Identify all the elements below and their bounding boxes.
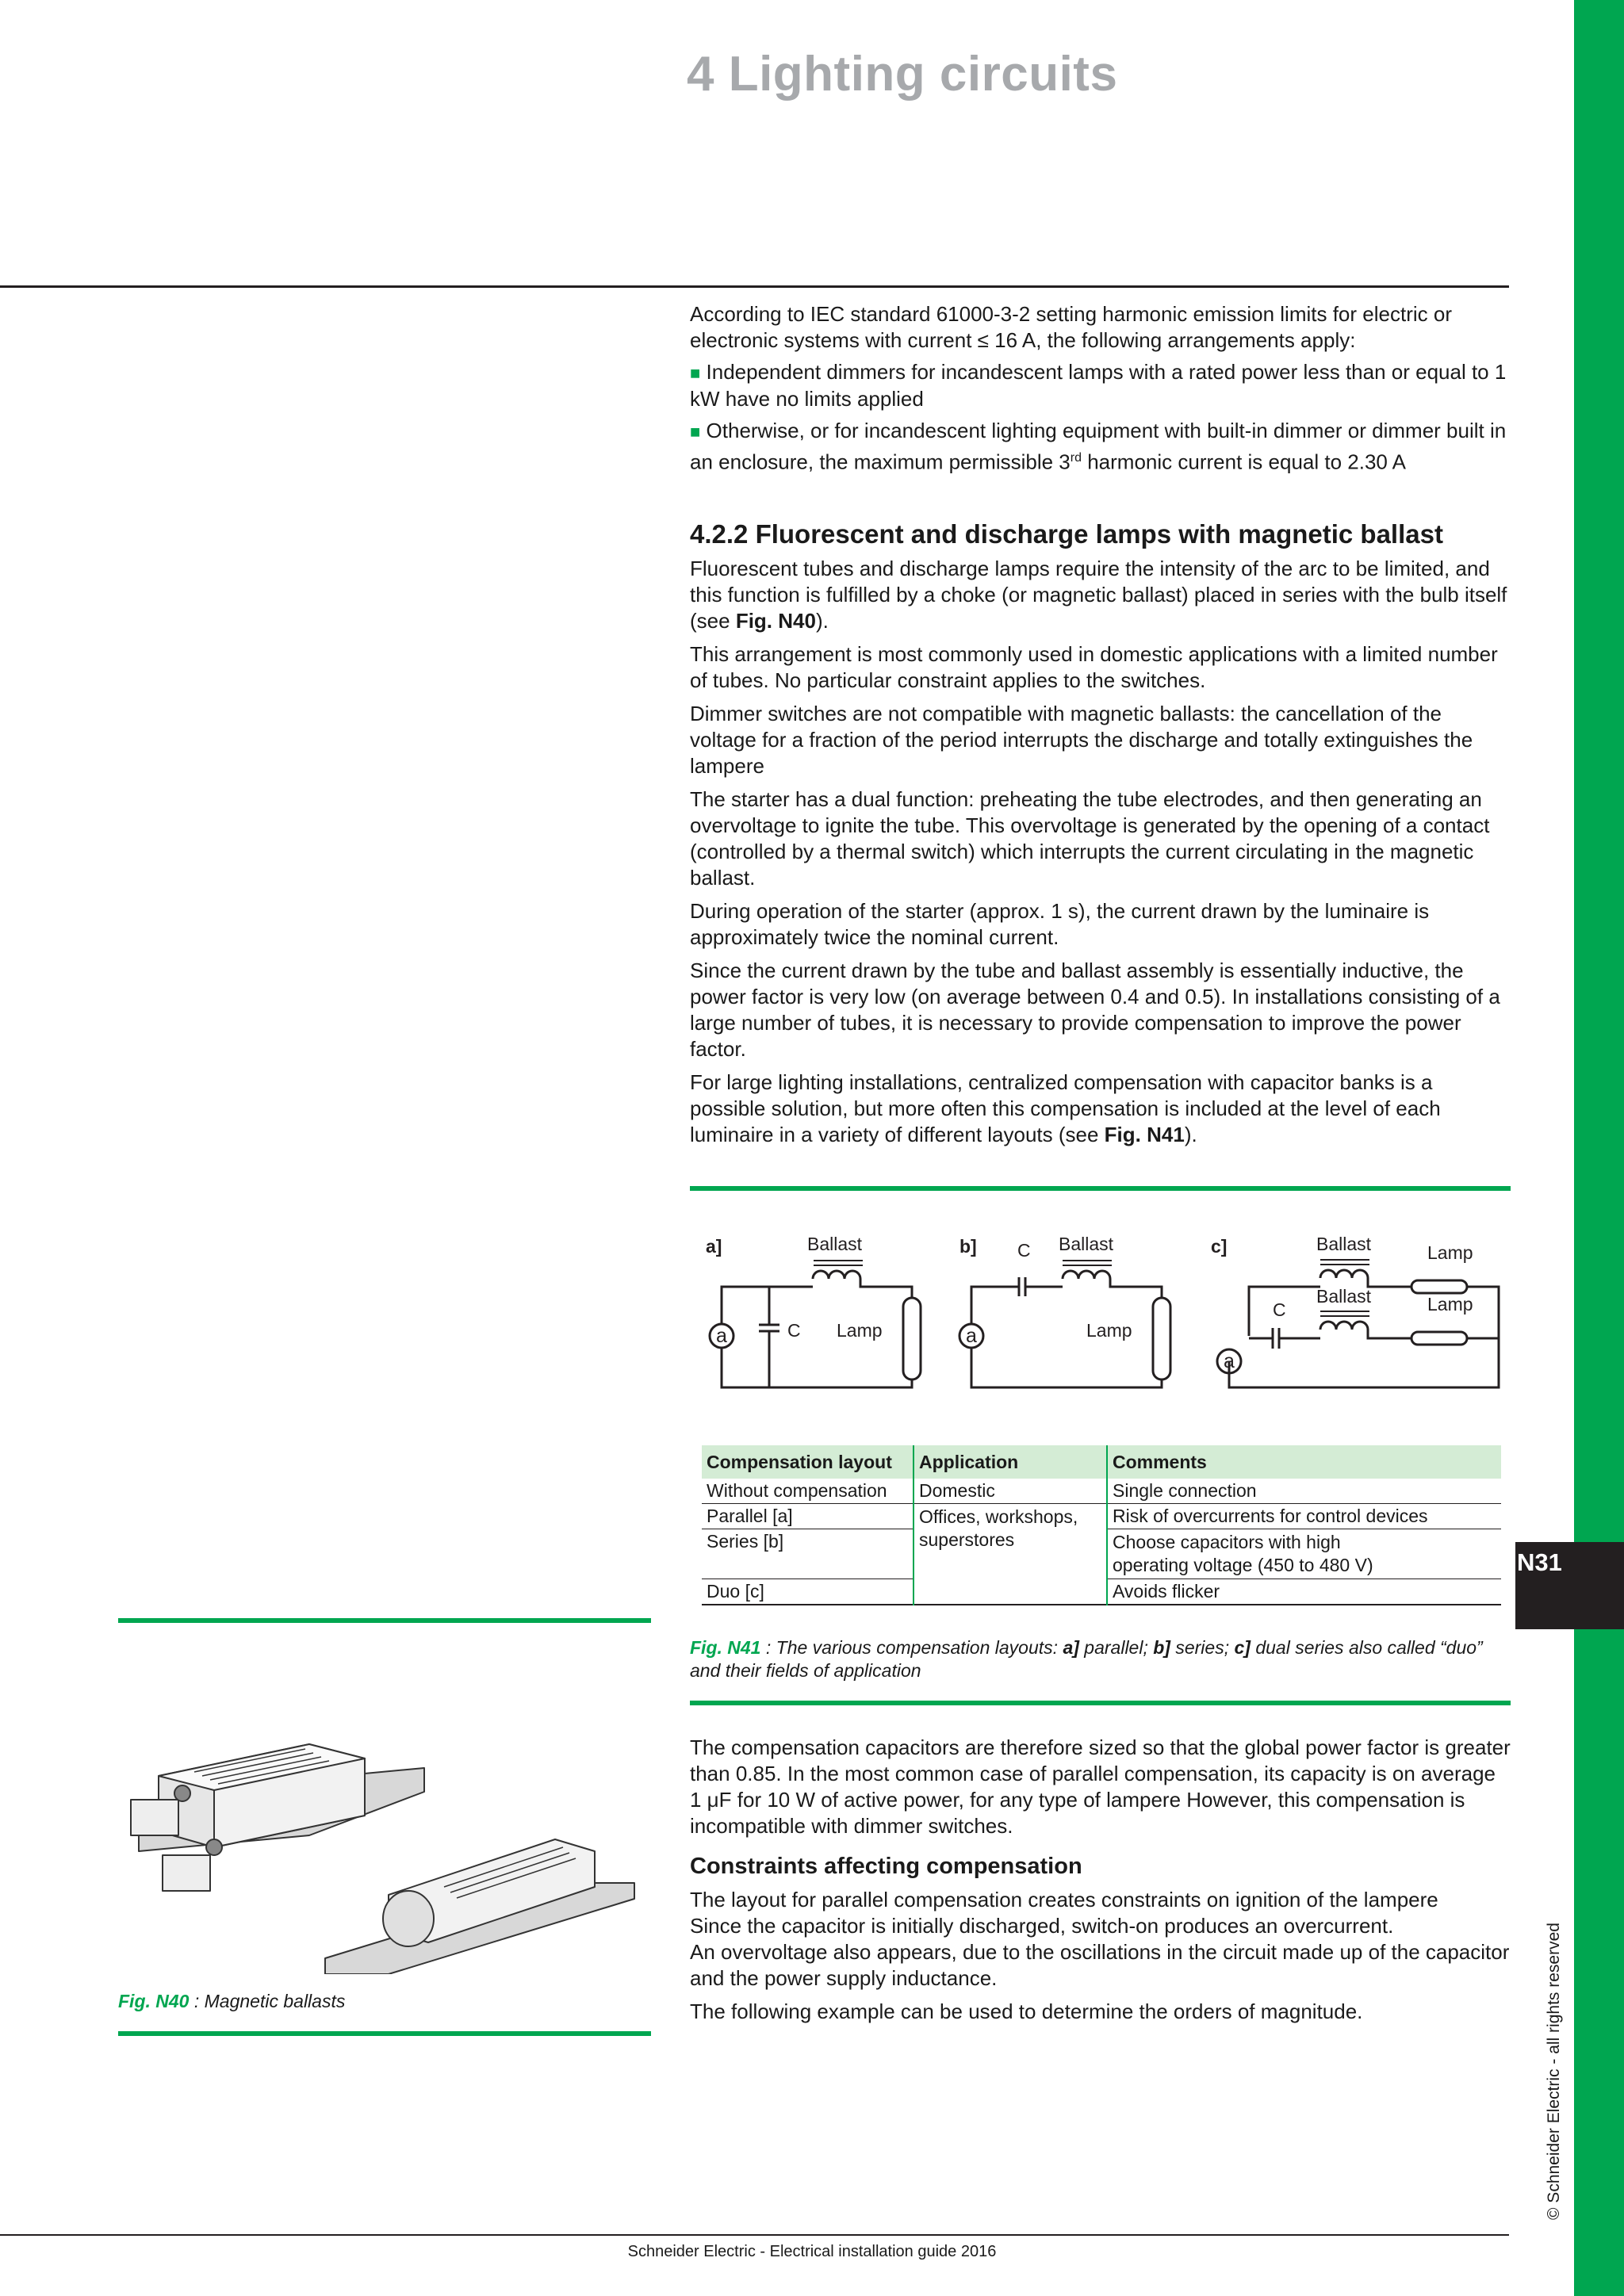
figure-top-rule (690, 1186, 1511, 1191)
constraints-heading: Constraints affecting compensation (690, 1854, 1082, 1879)
table-header-row (702, 1445, 1501, 1479)
diagram-c-ballast-label-1: Ballast (1316, 1234, 1372, 1254)
page-number: N31 (1517, 1548, 1562, 1576)
intro-bullet-1 (690, 359, 1511, 412)
text: The layout for parallel compensation creates constraints on ignition of the lampere (690, 1888, 1438, 1911)
diagram-a-label: a] (706, 1236, 722, 1257)
diagram-b-label: b] (959, 1236, 977, 1257)
figure-n40-caption (118, 1990, 345, 2013)
bullet-square-icon: ■ (690, 422, 701, 442)
section-paragraph-7 (690, 1070, 1511, 1148)
diagram-b-ballast-inductor (1063, 1261, 1112, 1279)
footer-rule (0, 2234, 1509, 2236)
diagram-b-lamp-icon (1153, 1298, 1170, 1380)
table-row (702, 1479, 1501, 1504)
diagram-c-source-label: a (1224, 1350, 1235, 1372)
diagram-c-ballast-label-2: Ballast (1316, 1286, 1372, 1307)
intro-bullet-2 (690, 418, 1511, 476)
text: c] (1234, 1637, 1251, 1658)
compensation-table (702, 1445, 1501, 1605)
diagram-c-ballast-inductor-1 (1320, 1260, 1369, 1278)
terminal-screw-icon (174, 1785, 190, 1801)
diagram-b-wire-top (971, 1277, 1162, 1324)
table-cell (914, 1504, 1107, 1605)
diagram-b-wire-bottom (971, 1348, 1162, 1387)
text: Choose capacitors with high (1113, 1532, 1341, 1552)
text: dual series also called “duo” and their fields of application (690, 1637, 1483, 1681)
section-paragraph-6: Since the current drawn by the tube and ballast assembly is essentially inductive, the power factor is very low (on average between 0.4 and 0.5). In installations consisting of a large number of tubes, it is necessary to provide compensation to improve the power factor. (690, 959, 1500, 1061)
table-cell: Single connection (1107, 1479, 1501, 1504)
figure-n40-bottom-rule (118, 2031, 651, 2036)
diagram-c-lamp-label-2: Lamp (1427, 1294, 1473, 1314)
section-paragraph-1 (690, 556, 1511, 634)
text: : Magnetic ballasts (189, 1991, 346, 2011)
diagram-c-capacitor-label: C (1273, 1299, 1286, 1320)
compensation-block (690, 1735, 1511, 2025)
table-row (702, 1504, 1501, 1529)
diagram-c-label: c] (1211, 1236, 1228, 1257)
figure-n41-caption (690, 1636, 1499, 1682)
text: series; (1170, 1637, 1235, 1658)
table-header-cell: Application (914, 1445, 1107, 1479)
text: Offices, workshops, (919, 1506, 1078, 1527)
figure-label: Fig. N40 (118, 1991, 190, 2011)
text: operating voltage (450 to 480 V) (1113, 1555, 1373, 1575)
text: An overvoltage also appears, due to the oscillations in the circuit made up of the capacitor and the power supply inductance. (690, 1940, 1510, 1990)
section-heading: 4.2.2 Fluorescent and discharge lamps with magnetic ballast (690, 519, 1443, 549)
header-rule (0, 285, 1509, 288)
text: For large lighting installations, centralized compensation with capacitor banks is a possible solution, but more often this compensation is included at the level of each luminaire in a variety of different layouts (see (690, 1070, 1441, 1146)
intro-block (690, 301, 1511, 476)
text: parallel; (1078, 1637, 1154, 1658)
table-cell: Domestic (914, 1479, 1107, 1504)
superscript: rd (1070, 451, 1082, 465)
terminal-screw-icon (206, 1839, 222, 1855)
table-cell: Parallel [a] (702, 1504, 914, 1529)
bullet-text-end: harmonic current is equal to 2.30 A (1082, 450, 1407, 474)
text: ). (815, 609, 829, 633)
table-cell: Risk of overcurrents for control devices (1107, 1504, 1501, 1529)
section-paragraph-5: During operation of the starter (approx. 1 s), the current drawn by the luminaire is approximately twice the nominal current. (690, 899, 1430, 949)
diagram-a-lamp-icon (903, 1298, 921, 1380)
diagram-c-ballast-inductor-2 (1320, 1311, 1369, 1330)
diagram-a-wire-bottom (722, 1348, 912, 1387)
footer-text: Schneider Electric - Electrical installation guide 2016 (627, 2243, 997, 2260)
page-number-tab (1515, 1542, 1624, 1629)
text: b] (1153, 1637, 1170, 1658)
section-paragraph-2: This arrangement is most commonly used in domestic applications with a limited number of tubes. No particular constraint applies to the switches. (690, 642, 1498, 692)
table-header-cell: Comments (1107, 1445, 1501, 1479)
diagram-a-source-label: a (716, 1325, 727, 1347)
diagram-a-capacitor (759, 1287, 779, 1387)
diagram-a-capacitor-label: C (787, 1320, 801, 1341)
table-cell: Duo [c] (702, 1579, 914, 1605)
terminal-block-bottom (163, 1855, 210, 1891)
text: Since the capacitor is initially discharged, switch-on produces an overcurrent. (690, 1914, 1394, 1938)
section-paragraph-4: The starter has a dual function: preheating the tube electrodes, and then generating an overvoltage to ignite the tube. This overvoltage is generated by the opening of a contact (controlled by a thermal switch) which interrupts the current circulating in the magnetic ballast. (690, 787, 1490, 890)
diagram-b-source-label: a (966, 1325, 977, 1347)
diagram-c-lamp-icon-2 (1411, 1332, 1467, 1345)
example-paragraph: The following example can be used to determine the orders of magnitude. (690, 1999, 1363, 2023)
diagram-a-ballast-inductor (813, 1261, 863, 1279)
diagram-b-ballast-label: Ballast (1059, 1234, 1114, 1254)
text: ). (1184, 1123, 1197, 1146)
table-cell: Avoids flicker (1107, 1579, 1501, 1605)
text: Fluorescent tubes and discharge lamps require the intensity of the arc to be limited, and this function is fulfilled by a choke (or magnetic ballast) placed in series with the bulb itself (see (690, 557, 1507, 633)
diagram-c-lamp-icon-1 (1411, 1280, 1467, 1293)
text: superstores (919, 1529, 1015, 1550)
text: : The various compensation layouts: (760, 1637, 1063, 1658)
bullet-text: Independent dimmers for incandescent lamps with a rated power less than or equal to 1 kW have no limits applied (690, 360, 1507, 411)
section-block (690, 519, 1511, 1148)
table-header-cell: Compensation layout (702, 1445, 914, 1479)
diagram-a-ballast-label: Ballast (807, 1234, 863, 1254)
diagram-c-lamp-label-1: Lamp (1427, 1242, 1473, 1263)
chapter-title: 4 Lighting circuits (687, 47, 1118, 101)
constraints-paragraph (690, 1887, 1511, 1992)
table-cell (1107, 1529, 1501, 1579)
magnetic-ballasts-illustration (127, 1657, 650, 1974)
side-green-bar (1574, 0, 1624, 2296)
figure-n40-top-rule (118, 1618, 651, 1623)
copyright-notice: © Schneider Electric - all rights reserved (1545, 1923, 1563, 2220)
diagram-a-wire-top (722, 1279, 912, 1324)
figure-reference: Fig. N40 (735, 609, 816, 633)
diagram-b-capacitor-label: C (1017, 1240, 1031, 1261)
figure-reference: Fig. N41 (1104, 1123, 1185, 1146)
compensation-paragraph: The compensation capacitors are therefore sized so that the global power factor is greater than 0.85. In the most common case of parallel compensation, its capacity is on average 1 μF for 10 W of active power, for any type of lampere However, this compensation is incompatible with dimmer switches. (690, 1735, 1511, 1838)
small-ballast-end-cap (383, 1891, 434, 1946)
section-paragraph-3: Dimmer switches are not compatible with magnetic ballasts: the cancellation of the voltage for a fraction of the period interrupts the discharge and totally extinguishes the lampere (690, 702, 1473, 778)
figure-label: Fig. N41 (690, 1637, 761, 1658)
figure-bottom-rule (690, 1701, 1511, 1705)
table-cell: Without compensation (707, 1480, 887, 1501)
table-cell: Series [b] (702, 1529, 914, 1579)
compensation-circuit-diagram (690, 1225, 1511, 1407)
intro-paragraph: According to IEC standard 61000-3-2 setting harmonic emission limits for electric or electronic systems with current ≤ 16 A, the following arrangements apply: (690, 302, 1452, 352)
diagram-b-lamp-label: Lamp (1086, 1320, 1132, 1341)
bullet-square-icon: ■ (690, 363, 701, 383)
terminal-block-top (131, 1800, 178, 1835)
bullet-text: Otherwise, or for incandescent lighting equipment with built-in dimmer or dimmer built in an enclosure, the maximum permissible 3 (690, 419, 1507, 474)
text: a] (1063, 1637, 1079, 1658)
diagram-a-lamp-label: Lamp (837, 1320, 883, 1341)
